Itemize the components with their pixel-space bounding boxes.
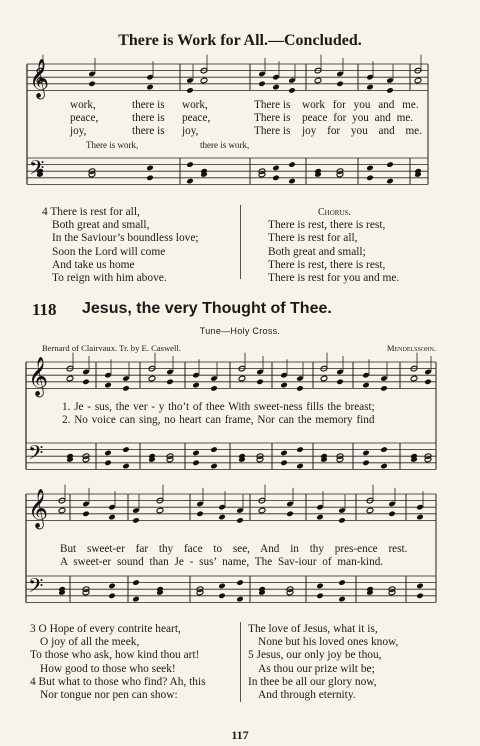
verses-right	[248, 623, 398, 702]
hymn-title-top: There is Work for All.—Concluded.	[118, 32, 362, 49]
verse-line: How good to those who seek!	[40, 662, 176, 675]
chorus-line: There is rest for all,	[268, 232, 358, 245]
column-divider-2	[240, 622, 241, 702]
verse-line: 3 O Hope of every contrite heart,	[30, 623, 181, 635]
svg-text:𝄞: 𝄞	[29, 58, 50, 99]
verse4-block	[42, 206, 199, 285]
verse-line: Nor tongue nor pen can show:	[40, 689, 178, 702]
svg-text:𝄢: 𝄢	[28, 440, 44, 469]
lyric-118-l1-v1: 1. Je - sus, the ver - y tho’t of thee With sweet-ness fills the breast;	[62, 401, 375, 413]
chorus-line: There is rest for you and me.	[268, 272, 400, 285]
lyric-3d: There is	[254, 125, 291, 137]
verse-line: 4 But what to those who find? Ah, this	[30, 675, 206, 688]
verses-left	[30, 623, 206, 702]
verse4-line: In the Saviour’s boundless love;	[52, 232, 199, 245]
lyric-118-l2-v1: But sweet-er far thy face to see, And in thy pres-ence rest.	[60, 543, 408, 555]
svg-text:𝄢: 𝄢	[29, 155, 45, 184]
lyric-3e: joy for you and me.	[302, 125, 422, 137]
verse-line: The love of Jesus, what it is,	[248, 623, 378, 635]
column-divider	[240, 205, 241, 279]
verse4-line: To reign with him above.	[52, 272, 167, 285]
lyric-3a: joy,	[70, 125, 87, 137]
lyric-118-l1-v2: 2. No voice can sing, no heart can frame, Nor can the memory find	[62, 414, 375, 426]
verse-line: As thou our prize wilt be;	[258, 662, 375, 675]
lyric-2b: there is	[132, 112, 165, 124]
author-credit: Bernard of Clairvaux. Tr. by E. Caswell.	[42, 343, 181, 353]
lyric-2a: peace,	[70, 112, 99, 124]
hymn-title: Jesus, the very Thought of Thee.	[82, 300, 332, 317]
verse-line: To those who ask, how kind thou art!	[30, 649, 200, 662]
lyric-3c: joy,	[182, 125, 199, 137]
chorus-line: Both great and small;	[268, 245, 366, 258]
lyric-1c: work,	[182, 99, 208, 111]
verse4-line: Both great and small,	[52, 219, 150, 232]
tune-name: Tune—Holy Cross.	[199, 326, 281, 336]
verse-line: And through eternity.	[258, 689, 356, 702]
chorus-line: There is rest, there is rest,	[268, 258, 386, 271]
lyric-2d: There is	[254, 112, 291, 124]
verse4-line: 4 There is rest for all,	[42, 206, 140, 218]
chorus-block	[268, 206, 399, 285]
chorus-heading: Chorus.	[318, 207, 351, 218]
verse-line: 5 Jesus, our only joy be thou,	[248, 649, 382, 662]
composer-credit: Mendelssohn.	[386, 343, 436, 353]
svg-text:𝄢: 𝄢	[28, 573, 44, 602]
lyric-2c: peace,	[182, 112, 211, 124]
chorus-line: There is rest, there is rest,	[268, 219, 386, 232]
bass-cue-2: there is work,	[200, 140, 250, 150]
svg-text:𝄞: 𝄞	[28, 488, 49, 529]
verse4-line: Soon the Lord will come	[52, 245, 166, 258]
lyric-1b: there is	[132, 99, 165, 111]
lyric-1d: There is	[254, 99, 291, 111]
lyric-3b: there is	[132, 125, 165, 137]
verse-line: In thee be all our glory now,	[248, 675, 377, 688]
verse-line: O joy of all the meek,	[40, 636, 140, 649]
bass-cue-1: There is work,	[86, 140, 139, 150]
verse-line: None but his loved ones know,	[258, 636, 399, 649]
lyric-118-l2-v2: A sweet-er sound than Je - sus’ name, The Sav-iour of man-kind.	[60, 556, 384, 568]
verse4-line: And take us home	[52, 258, 135, 271]
svg-text:𝄞: 𝄞	[28, 356, 49, 397]
hymn-number: 118	[32, 300, 57, 319]
lyric-1a: work,	[70, 99, 96, 111]
lyric-2e: peace for you and me.	[302, 112, 414, 124]
lyric-1e: work for you and me.	[302, 99, 419, 111]
page-number: 117	[231, 728, 249, 742]
